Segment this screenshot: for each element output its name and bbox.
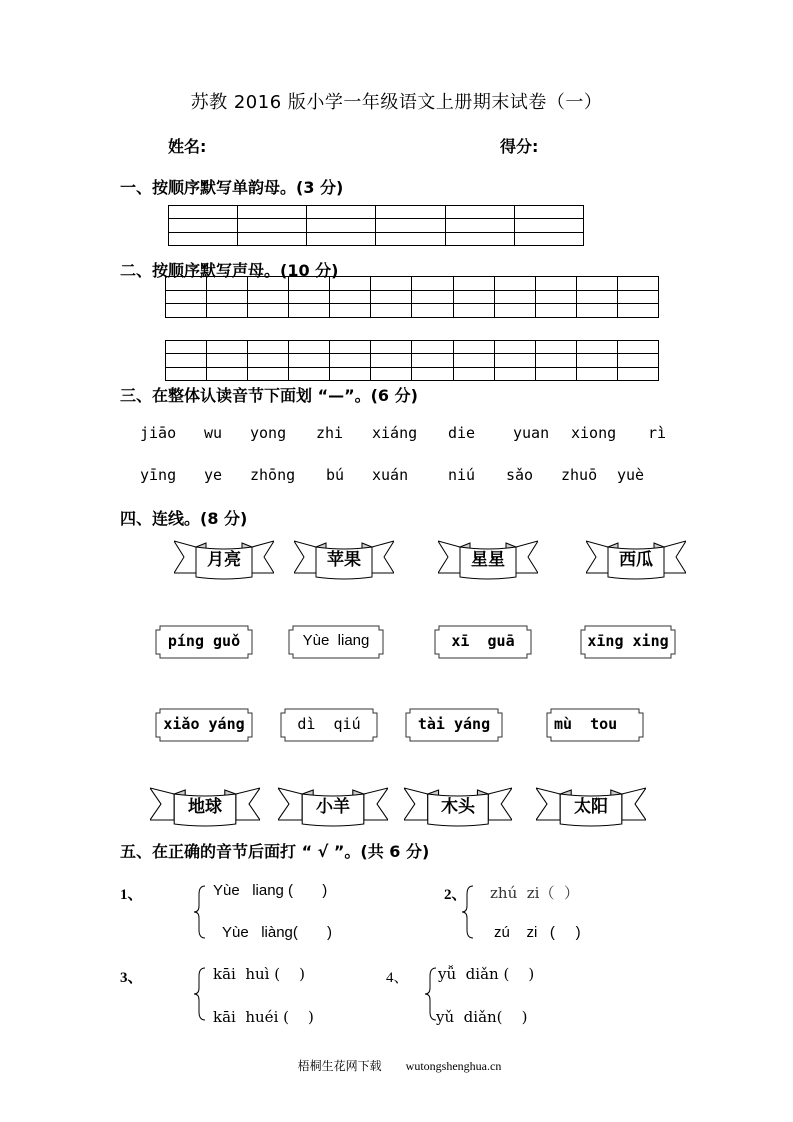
footer-spacer: [382, 1059, 406, 1073]
grid-cell[interactable]: [514, 232, 583, 245]
grid-cell[interactable]: [371, 304, 412, 318]
grid-cell[interactable]: [371, 290, 412, 304]
grid-cell[interactable]: [307, 232, 376, 245]
grid-row: [166, 354, 659, 367]
pinyin-syllable[interactable]: yuè: [617, 466, 645, 484]
vowel-writing-grid[interactable]: [168, 205, 584, 246]
grid-cell[interactable]: [207, 341, 248, 354]
check-option[interactable]: yǔ diǎn( ): [436, 1008, 528, 1026]
grid-cell[interactable]: [576, 367, 617, 380]
word-banner-watermelon[interactable]: [586, 533, 686, 581]
grid-cell[interactable]: [371, 277, 412, 291]
grid-cell[interactable]: [453, 304, 494, 318]
grid-cell[interactable]: [371, 341, 412, 354]
grid-cell[interactable]: [371, 354, 412, 367]
tag-pinyin: mù tou: [554, 715, 618, 733]
grid-cell[interactable]: [330, 341, 371, 354]
banner-word: 苹果: [327, 550, 361, 570]
pinyin-syllable[interactable]: yong: [250, 424, 287, 442]
section-1-heading: 一、按顺序默写单韵母。(3 分): [120, 178, 344, 197]
grid-row: [166, 277, 659, 291]
word-banner-lamb[interactable]: [278, 780, 388, 828]
grid-cell[interactable]: [166, 304, 207, 318]
grid-cell[interactable]: [330, 290, 371, 304]
word-banner-moon[interactable]: [174, 533, 274, 581]
banner-word: 小羊: [316, 797, 350, 817]
grid-cell[interactable]: [238, 219, 307, 232]
name-label: 姓名:: [168, 137, 207, 156]
grid-cell[interactable]: [535, 354, 576, 367]
grid-cell[interactable]: [207, 354, 248, 367]
pinyin-syllable[interactable]: ye: [204, 466, 223, 484]
grid-row: [169, 232, 584, 245]
grid-cell[interactable]: [289, 341, 330, 354]
grid-cell[interactable]: [166, 354, 207, 367]
tag-pinyin: xīng xing: [587, 632, 669, 650]
grid-cell[interactable]: [617, 277, 658, 291]
banner-word: 西瓜: [619, 550, 653, 570]
item-number-3: 3、: [120, 970, 143, 986]
grid-cell[interactable]: [376, 232, 445, 245]
check-option[interactable]: zhú zi（ ）: [490, 884, 579, 902]
grid-cell[interactable]: [238, 232, 307, 245]
grid-cell[interactable]: [445, 206, 514, 219]
pinyin-tag-mu-tou[interactable]: [546, 708, 644, 742]
tag-pinyin: xī guā: [451, 632, 515, 650]
grid-cell[interactable]: [207, 290, 248, 304]
pinyin-syllable[interactable]: xiong: [571, 424, 617, 442]
grid-cell[interactable]: [445, 232, 514, 245]
grid-cell[interactable]: [453, 341, 494, 354]
pinyin-tag-yue-liang[interactable]: [288, 625, 384, 659]
word-banner-sun[interactable]: [536, 780, 646, 828]
left-brace-icon: [193, 884, 207, 940]
grid-cell[interactable]: [166, 367, 207, 380]
grid-cell[interactable]: [617, 304, 658, 318]
grid-cell[interactable]: [412, 367, 453, 380]
grid-cell[interactable]: [169, 206, 238, 219]
initials-writing-grid-a[interactable]: [165, 276, 659, 318]
grid-cell[interactable]: [412, 277, 453, 291]
grid-cell[interactable]: [330, 354, 371, 367]
grid-cell[interactable]: [535, 367, 576, 380]
tag-pinyin: Yùe liang: [302, 632, 370, 649]
grid-cell[interactable]: [412, 354, 453, 367]
pinyin-tag-xing-xing[interactable]: [580, 625, 676, 659]
section-3-heading: 三、在整体认读音节下面划 “—”。(6 分): [120, 386, 418, 405]
grid-cell[interactable]: [307, 206, 376, 219]
grid-cell[interactable]: [453, 277, 494, 291]
page-title: 苏教 2016 版小学一年级语文上册期末试卷（一）: [190, 92, 603, 113]
grid-cell[interactable]: [248, 304, 289, 318]
grid-cell[interactable]: [535, 277, 576, 291]
grid-cell[interactable]: [166, 277, 207, 291]
word-banner-earth[interactable]: [150, 780, 260, 828]
grid-cell[interactable]: [238, 206, 307, 219]
pinyin-syllable[interactable]: zhuō: [561, 466, 598, 484]
pinyin-syllable[interactable]: xiáng: [372, 424, 418, 442]
check-option[interactable]: yǚ diǎn ( ): [438, 965, 535, 983]
word-banner-wood[interactable]: [404, 780, 512, 828]
tag-pinyin: xiǎo yáng: [163, 715, 245, 733]
grid-cell[interactable]: [207, 277, 248, 291]
item-number-1: 1、: [120, 887, 143, 903]
grid-cell[interactable]: [576, 277, 617, 291]
grid-cell[interactable]: [535, 290, 576, 304]
grid-cell[interactable]: [514, 206, 583, 219]
grid-cell[interactable]: [445, 219, 514, 232]
grid-cell[interactable]: [166, 290, 207, 304]
grid-cell[interactable]: [248, 367, 289, 380]
grid-row: [166, 290, 659, 304]
grid-cell[interactable]: [330, 367, 371, 380]
grid-cell[interactable]: [169, 219, 238, 232]
pinyin-tag-di-qiu[interactable]: [280, 708, 378, 742]
grid-cell[interactable]: [289, 354, 330, 367]
tag-pinyin: píng guǒ: [167, 632, 241, 650]
grid-cell[interactable]: [248, 290, 289, 304]
grid-cell[interactable]: [576, 341, 617, 354]
grid-cell[interactable]: [514, 219, 583, 232]
banner-word: 地球: [188, 797, 222, 817]
grid-cell[interactable]: [330, 304, 371, 318]
footer: [0, 1042, 793, 1074]
pinyin-syllable[interactable]: zhi: [316, 424, 344, 442]
grid-row: [166, 367, 659, 380]
pinyin-syllable[interactable]: wu: [204, 424, 223, 442]
grid-cell[interactable]: [617, 341, 658, 354]
item-number-2: 2、: [444, 887, 467, 903]
banner-word: 太阳: [574, 797, 608, 817]
pinyin-syllable[interactable]: yuan: [513, 424, 550, 442]
grid-row: [166, 304, 659, 318]
pinyin-tag-xiao-yang[interactable]: [155, 708, 253, 742]
grid-cell[interactable]: [207, 304, 248, 318]
pinyin-syllable[interactable]: bú: [326, 466, 345, 484]
grid-cell[interactable]: [289, 290, 330, 304]
check-option[interactable]: Yùe liàng( ): [222, 924, 333, 941]
pinyin-syllable[interactable]: yīng: [140, 466, 177, 484]
grid-cell[interactable]: [453, 367, 494, 380]
pinyin-tag-ping-guo[interactable]: [155, 625, 253, 659]
grid-row: [169, 206, 584, 219]
grid-cell[interactable]: [617, 367, 658, 380]
grid-cell[interactable]: [576, 354, 617, 367]
grid-cell[interactable]: [412, 290, 453, 304]
grid-cell[interactable]: [494, 354, 535, 367]
grid-cell[interactable]: [535, 341, 576, 354]
grid-cell[interactable]: [412, 304, 453, 318]
grid-cell[interactable]: [248, 354, 289, 367]
grid-cell[interactable]: [330, 277, 371, 291]
grid-cell[interactable]: [576, 304, 617, 318]
pinyin-syllable[interactable]: zhōng: [250, 466, 296, 484]
grid-cell[interactable]: [376, 206, 445, 219]
pinyin-tag-tai-yang[interactable]: [405, 708, 503, 742]
word-banner-star[interactable]: [438, 533, 538, 581]
section-5-heading: 五、在正确的音节后面打 “ √ ”。(共 6 分): [120, 842, 430, 861]
left-brace-icon: [461, 884, 475, 940]
check-option[interactable]: kāi huì ( ): [213, 965, 306, 983]
grid-cell[interactable]: [166, 341, 207, 354]
section-4-heading: 四、连线。(8 分): [120, 509, 248, 528]
grid-cell[interactable]: [494, 277, 535, 291]
item-number-4: 4、: [386, 970, 409, 986]
grid-cell[interactable]: [169, 232, 238, 245]
pinyin-syllable[interactable]: sǎo: [506, 466, 534, 484]
grid-cell[interactable]: [207, 367, 248, 380]
grid-cell[interactable]: [371, 367, 412, 380]
grid-row: [166, 341, 659, 354]
grid-cell[interactable]: [617, 290, 658, 304]
grid-row: [169, 219, 584, 232]
grid-cell[interactable]: [248, 277, 289, 291]
grid-cell[interactable]: [453, 290, 494, 304]
footer-url[interactable]: wutongshenghua.cn: [405, 1059, 502, 1073]
score-label: 得分:: [500, 137, 539, 156]
check-option[interactable]: Yùe liang ( ): [213, 882, 328, 899]
grid-cell[interactable]: [289, 367, 330, 380]
grid-cell[interactable]: [494, 290, 535, 304]
banner-word: 木头: [441, 797, 475, 817]
banner-word: 月亮: [207, 550, 241, 570]
grid-cell[interactable]: [248, 341, 289, 354]
section-2-heading: 二、按顺序默写声母。(10 分): [120, 261, 339, 280]
grid-cell[interactable]: [617, 354, 658, 367]
grid-cell[interactable]: [535, 304, 576, 318]
pinyin-syllable[interactable]: die: [448, 424, 476, 442]
grid-cell[interactable]: [412, 341, 453, 354]
tag-pinyin: dì qiú: [297, 715, 361, 733]
pinyin-syllable[interactable]: xuán: [372, 466, 409, 484]
pinyin-tag-xi-gua[interactable]: [434, 625, 532, 659]
footer-site-name: 梧桐生花网下载: [297, 1059, 382, 1073]
banner-word: 星星: [471, 550, 505, 570]
pinyin-syllable[interactable]: rì: [648, 424, 667, 442]
grid-cell[interactable]: [307, 219, 376, 232]
initials-writing-grid-b[interactable]: [165, 340, 659, 381]
pinyin-syllable[interactable]: niú: [448, 466, 476, 484]
check-option[interactable]: zú zi ( ): [494, 924, 581, 941]
grid-cell[interactable]: [494, 341, 535, 354]
left-brace-icon: [193, 966, 207, 1022]
grid-cell[interactable]: [494, 367, 535, 380]
check-option[interactable]: kāi huéi ( ): [213, 1008, 314, 1026]
grid-cell[interactable]: [376, 219, 445, 232]
tag-pinyin: tài yáng: [417, 715, 491, 733]
grid-cell[interactable]: [289, 304, 330, 318]
word-banner-apple[interactable]: [294, 533, 394, 581]
grid-cell[interactable]: [289, 277, 330, 291]
grid-cell[interactable]: [453, 354, 494, 367]
grid-cell[interactable]: [576, 290, 617, 304]
pinyin-syllable[interactable]: jiāo: [140, 424, 177, 442]
grid-cell[interactable]: [494, 304, 535, 318]
